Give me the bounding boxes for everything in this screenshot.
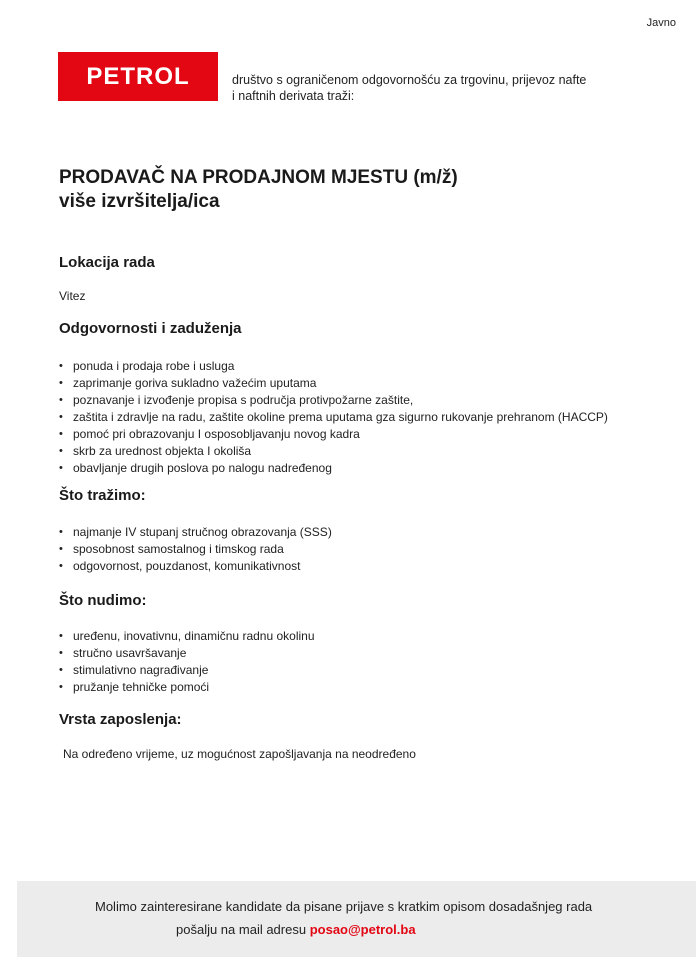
list-item: • ponuda i prodaja robe i usluga [59,358,608,375]
application-footer [17,881,696,957]
responsibilities-list [59,358,608,477]
list-item: • najmanje IV stupanj stručnog obrazovanja (SSS) [59,524,332,541]
footer-line-2-text: pošalju na mail adresu [176,922,310,937]
list-item: • stručno usavršavanje [59,645,315,662]
location-heading: Lokacija rada [59,254,155,271]
list-item: • pomoć pri obrazovanju I osposobljavanju novog kadra [59,426,608,443]
footer-line-1: Molimo zainteresirane kandidate da pisane prijave s kratkim opisom dosadašnjeg rada [95,899,593,914]
footer-line-2 [176,922,416,937]
list-item: • skrb za urednost objekta I okoliša [59,443,608,460]
company-line-2: i naftnih derivata traži: [232,89,355,103]
list-item: • poznavanje i izvođenje propisa s područja protivpožarne zaštite, [59,392,608,409]
job-title-line-2: više izvršitelja/ica [59,191,220,212]
list-item: • zaštita i zdravlje na radu, zaštite okoline prema uputama gza sigurno rukovanje prehranom (HACCP) [59,409,608,426]
job-title [59,166,458,214]
logo-text: PETROL [86,62,190,90]
company-line-1: društvo s ograničenom odgovornošću za trgovinu, prijevoz nafte [232,73,587,87]
list-item: • obavljanje drugih poslova po nalogu nadređenog [59,460,608,477]
list-item: • stimulativno nagrađivanje [59,662,315,679]
requirements-list [59,524,332,575]
classification-label: Javno [646,17,676,29]
job-title-line-1: PRODAVAČ NA PRODAJNOM MJESTU (m/ž) [59,167,458,188]
list-item: • odgovornost, pouzdanost, komunikativnost [59,558,332,575]
responsibilities-heading: Odgovornosti i zaduženja [59,320,242,337]
requirements-heading: Što tražimo: [59,487,146,504]
offer-heading: Što nudimo: [59,592,147,609]
petrol-logo [58,52,218,101]
list-item: • zaprimanje goriva sukladno važećim uputama [59,375,608,392]
company-description [232,72,652,104]
location-value: Vitez [59,289,86,303]
employment-heading: Vrsta zaposlenja: [59,711,182,728]
employment-value: Na određeno vrijeme, uz mogućnost zapošljavanja na neodređeno [63,747,416,761]
list-item: • pružanje tehničke pomoći [59,679,315,696]
list-item: • uređenu, inovativnu, dinamičnu radnu okolinu [59,628,315,645]
offer-list [59,628,315,696]
email-link[interactable]: posao@petrol.ba [309,922,416,937]
list-item: • sposobnost samostalnog i timskog rada [59,541,332,558]
